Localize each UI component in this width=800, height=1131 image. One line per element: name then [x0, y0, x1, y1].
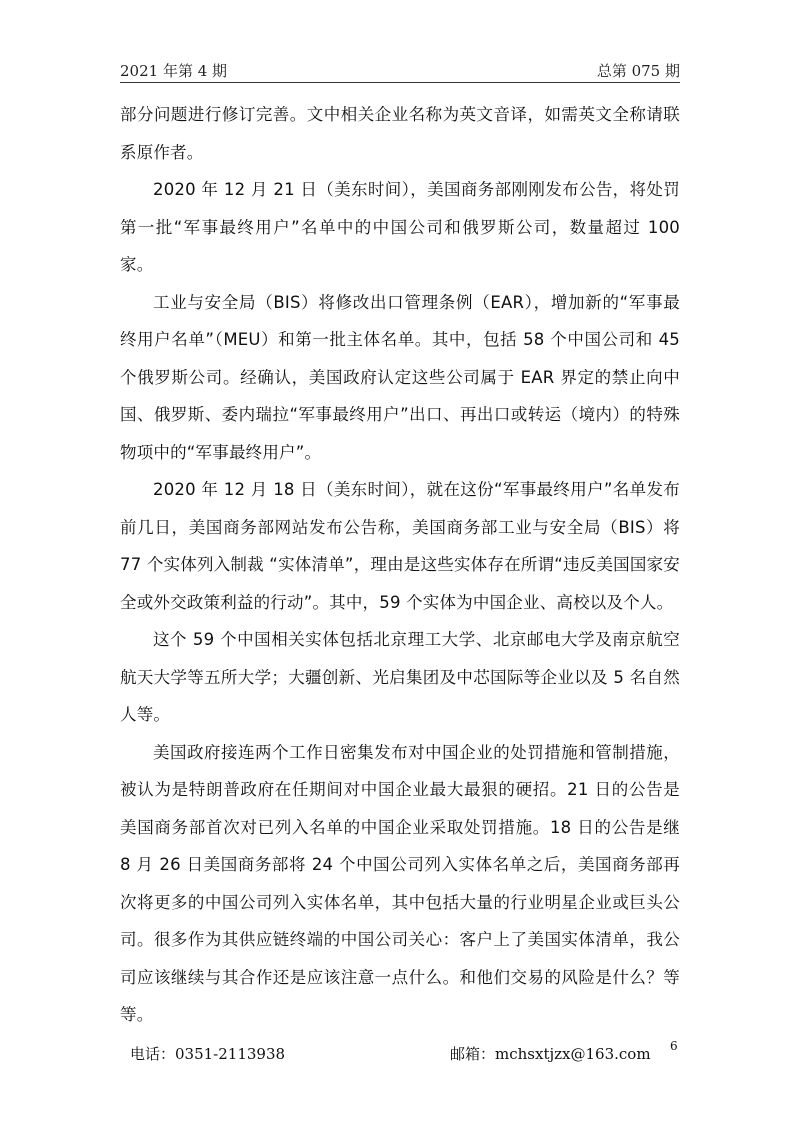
article-body	[120, 96, 680, 1034]
page-number: 6	[670, 1039, 678, 1053]
paragraph: 2020 年 12 月 18 日（美东时间），就在这份“军事最终用户”名单发布前几日，美国商务部网站发布公告称，美国商务部工业与安全局（BIS）将 77 个实体列入制裁 “实体清单”，理由是这些实体存在所谓“违反美国国家安全或外交政策利益的行动”。其中，59 个实体为中国企业、高校以及个人。	[120, 480, 680, 612]
paragraph: 部分问题进行修订完善。文中相关企业名称为英文音译，如需英文全称请联系原作者。	[120, 105, 680, 162]
paragraph: 这个 59 个中国相关实体包括北京理工大学、北京邮电大学及南京航空航天大学等五所大学；大疆创新、光启集团及中芯国际等企业以及 5 名自然人等。	[120, 630, 680, 724]
page-footer	[120, 1039, 680, 1067]
phone-contact: 电话：0351-2113938	[130, 1045, 286, 1063]
page-header	[120, 60, 680, 83]
issue-label: 2021 年第 4 期	[120, 62, 228, 80]
paragraph: 工业与安全局（BIS）将修改出口管理条例（EAR），增加新的“军事最终用户名单”（MEU）和第一批主体名单。其中，包括 58 个中国公司和 45 个俄罗斯公司。经确认，美国政府认定这些公司属于 EAR 界定的禁止向中国、俄罗斯、委内瑞拉“军事最终用户”出口、再出口或转运（境内）的特殊物项中的“军事最终用户”。	[120, 292, 680, 462]
total-issue-label: 总第 075 期	[596, 62, 680, 80]
paragraph: 美国政府接连两个工作日密集发布对中国企业的处罚措施和管制措施，被认为是特朗普政府在任期间对中国企业最大最狠的硬招。21 日的公告是美国商务部首次对已列入名单的中国企业采取处罚措施。18 日的公告是继 8 月 26 日美国商务部将 24 个中国公司列入实体名单之后，美国商务部再次将更多的中国公司列入实体名单，其中包括大量的行业明星企业或巨头公司。很多作为其供应链终端的中国公司关心：客户上了美国实体清单，我公司应该继续与其合作还是应该注意一点什么。和他们交易的风险是什么？等等。	[120, 742, 680, 1024]
email-contact: 邮箱：mchsxtjzx@163.com	[450, 1045, 651, 1063]
paragraph: 2020 年 12 月 21 日（美东时间），美国商务部刚刚发布公告，将处罚第一批“军事最终用户”名单中的中国公司和俄罗斯公司，数量超过 100 家。	[120, 180, 680, 274]
